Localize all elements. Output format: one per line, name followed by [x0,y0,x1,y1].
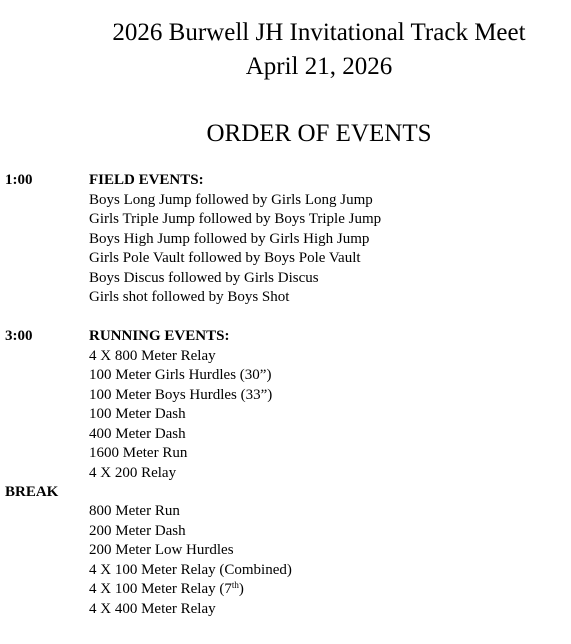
running-event-item: 400 Meter Dash [89,425,186,442]
relay-7th-close: ) [238,581,244,597]
field-event-item: Boys Long Jump followed by Girls Long Jump [89,191,373,208]
running-events-heading: RUNNING EVENTS: [89,328,230,344]
meet-date: April 21, 2026 [245,53,393,80]
running-event-item: 4 X 800 Meter Relay [89,347,216,364]
relay-7th-text: 4 X 100 Meter Relay (7 [89,581,232,597]
running-events-time: 3:00 [5,328,33,344]
field-events-heading: FIELD EVENTS: [89,172,204,188]
field-event-item: Boys High Jump followed by Girls High Jump [89,230,370,247]
running-events-section [89,327,272,483]
running-event-item: 100 Meter Girls Hurdles (30”) [89,367,272,383]
running-event-item: 4 X 200 Relay [89,464,177,481]
after-break-event-item: 800 Meter Run [89,503,180,519]
order-of-events-heading: ORDER OF EVENTS [206,120,432,147]
field-events-time: 1:00 [5,172,33,188]
field-event-item: Boys Discus followed by Girls Discus [89,269,319,286]
field-events-section [89,171,381,308]
running-event-item: 1600 Meter Run [89,445,188,461]
field-event-item: Girls Triple Jump followed by Boys Triple Jump [89,211,382,227]
after-break-event-item [89,580,292,600]
after-break-event-item: 4 X 400 Meter Relay [89,600,216,617]
field-event-item: Girls shot followed by Boys Shot [89,289,290,305]
relay-7th-superscript: th [231,580,239,590]
after-break-event-item: 200 Meter Dash [89,522,186,539]
break-label: BREAK [5,484,59,500]
field-event-item: Girls Pole Vault followed by Boys Pole Vault [89,250,361,266]
running-event-item: 100 Meter Boys Hurdles (33”) [89,386,273,403]
after-break-section [89,502,292,619]
after-break-event-item: 4 X 100 Meter Relay (Combined) [89,561,292,578]
after-break-event-item: 200 Meter Low Hurdles [89,542,234,558]
page-title: 2026 Burwell JH Invitational Track Meet [112,19,526,46]
running-event-item: 100 Meter Dash [89,406,186,422]
